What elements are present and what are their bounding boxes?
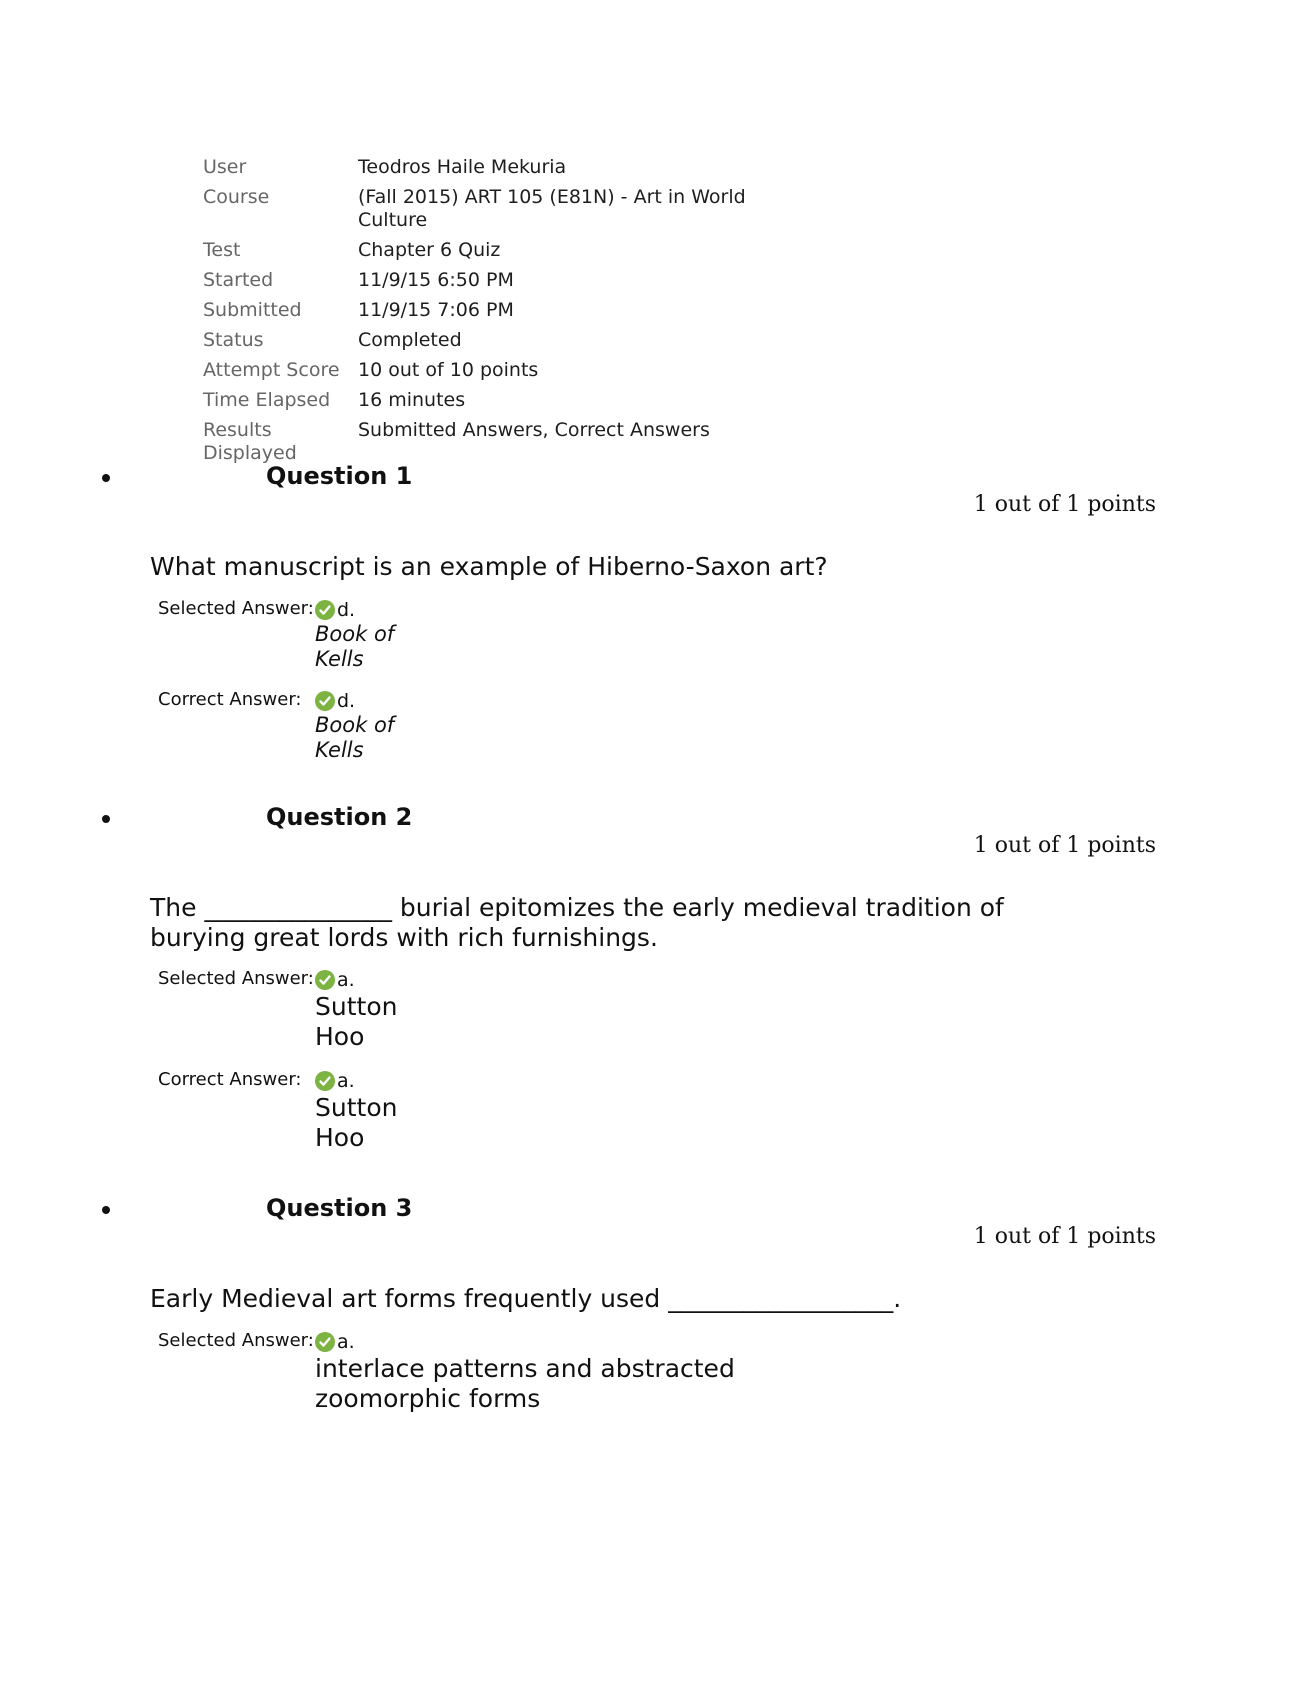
- meta-value: 11/9/15 7:06 PM: [358, 299, 514, 321]
- answer-value: Sutton Hoo: [315, 1093, 398, 1152]
- check-icon: [315, 1332, 335, 1352]
- selected-answer-label: Selected Answer:: [158, 598, 314, 619]
- correct-answer: [158, 1069, 415, 1153]
- correct-answer-label: Correct Answer:: [158, 689, 302, 710]
- meta-value: Teodros Haile Mekuria: [358, 156, 567, 178]
- answer-letter: a.: [337, 1070, 355, 1092]
- meta-label: Attempt Score: [203, 359, 340, 381]
- meta-value: Submitted Answers, Correct Answers: [358, 419, 710, 441]
- meta-row-attempt-score: [203, 355, 778, 385]
- selected-answer-label: Selected Answer:: [158, 1330, 314, 1351]
- check-icon: [315, 691, 335, 711]
- meta-row-results-displayed: [203, 419, 778, 465]
- meta-row-time-elapsed: [203, 385, 778, 415]
- attempt-summary: [203, 152, 778, 468]
- meta-label: Course: [203, 186, 270, 208]
- answer-value: Sutton Hoo: [315, 992, 398, 1051]
- selected-answer-label: Selected Answer:: [158, 968, 314, 989]
- question-points: 1 out of 1 points: [973, 833, 1156, 858]
- meta-value: 16 minutes: [358, 389, 466, 411]
- meta-label: Status: [203, 329, 264, 351]
- meta-row-test: [203, 235, 778, 265]
- answer-letter: d.: [337, 690, 356, 712]
- meta-row-course: [203, 186, 778, 232]
- meta-value: Chapter 6 Quiz: [358, 239, 501, 261]
- meta-value: Completed: [358, 329, 462, 351]
- question-title: Question 1: [266, 462, 413, 490]
- answer-letter: d.: [337, 599, 356, 621]
- selected-answer: [158, 1330, 755, 1414]
- meta-label: User: [203, 156, 247, 178]
- selected-answer: [158, 598, 405, 672]
- answer-letter: a.: [337, 969, 355, 991]
- check-icon: [315, 1071, 335, 1091]
- bullet-icon: [102, 474, 110, 482]
- question-text: What manuscript is an example of Hiberno-Saxon art?: [150, 552, 828, 581]
- meta-label: Test: [203, 239, 241, 261]
- meta-value: 11/9/15 6:50 PM: [358, 269, 514, 291]
- meta-value: (Fall 2015) ART 105 (E81N) - Art in World Culture: [358, 186, 746, 231]
- bullet-icon: [102, 1206, 110, 1214]
- answer-value: interlace patterns and abstracted zoomorphic forms: [315, 1354, 735, 1413]
- answer-value: Book of Kells: [315, 622, 395, 671]
- question-points: 1 out of 1 points: [973, 1224, 1156, 1249]
- meta-label: Submitted: [203, 299, 302, 321]
- bullet-icon: [102, 815, 110, 823]
- check-icon: [315, 600, 335, 620]
- check-icon: [315, 970, 335, 990]
- selected-answer: [158, 968, 415, 1052]
- question-text: Early Medieval art forms frequently used __________________.: [150, 1284, 902, 1313]
- meta-label: Time Elapsed: [203, 389, 331, 411]
- meta-row-started: [203, 265, 778, 295]
- correct-answer-label: Correct Answer:: [158, 1069, 302, 1090]
- meta-row-user: [203, 152, 778, 182]
- correct-answer: [158, 689, 405, 763]
- meta-row-status: [203, 325, 778, 355]
- question-title: Question 3: [266, 1194, 413, 1222]
- question-points: 1 out of 1 points: [973, 492, 1156, 517]
- meta-label: Started: [203, 269, 274, 291]
- meta-value: 10 out of 10 points: [358, 359, 539, 381]
- meta-label: Results Displayed: [203, 419, 297, 464]
- answer-value: Book of Kells: [315, 713, 395, 762]
- question-text: The _______________ burial epitomizes the early medieval tradition of burying great lords with rich furnishings.: [150, 893, 1004, 952]
- answer-letter: a.: [337, 1331, 355, 1353]
- meta-row-submitted: [203, 295, 778, 325]
- question-title: Question 2: [266, 803, 413, 831]
